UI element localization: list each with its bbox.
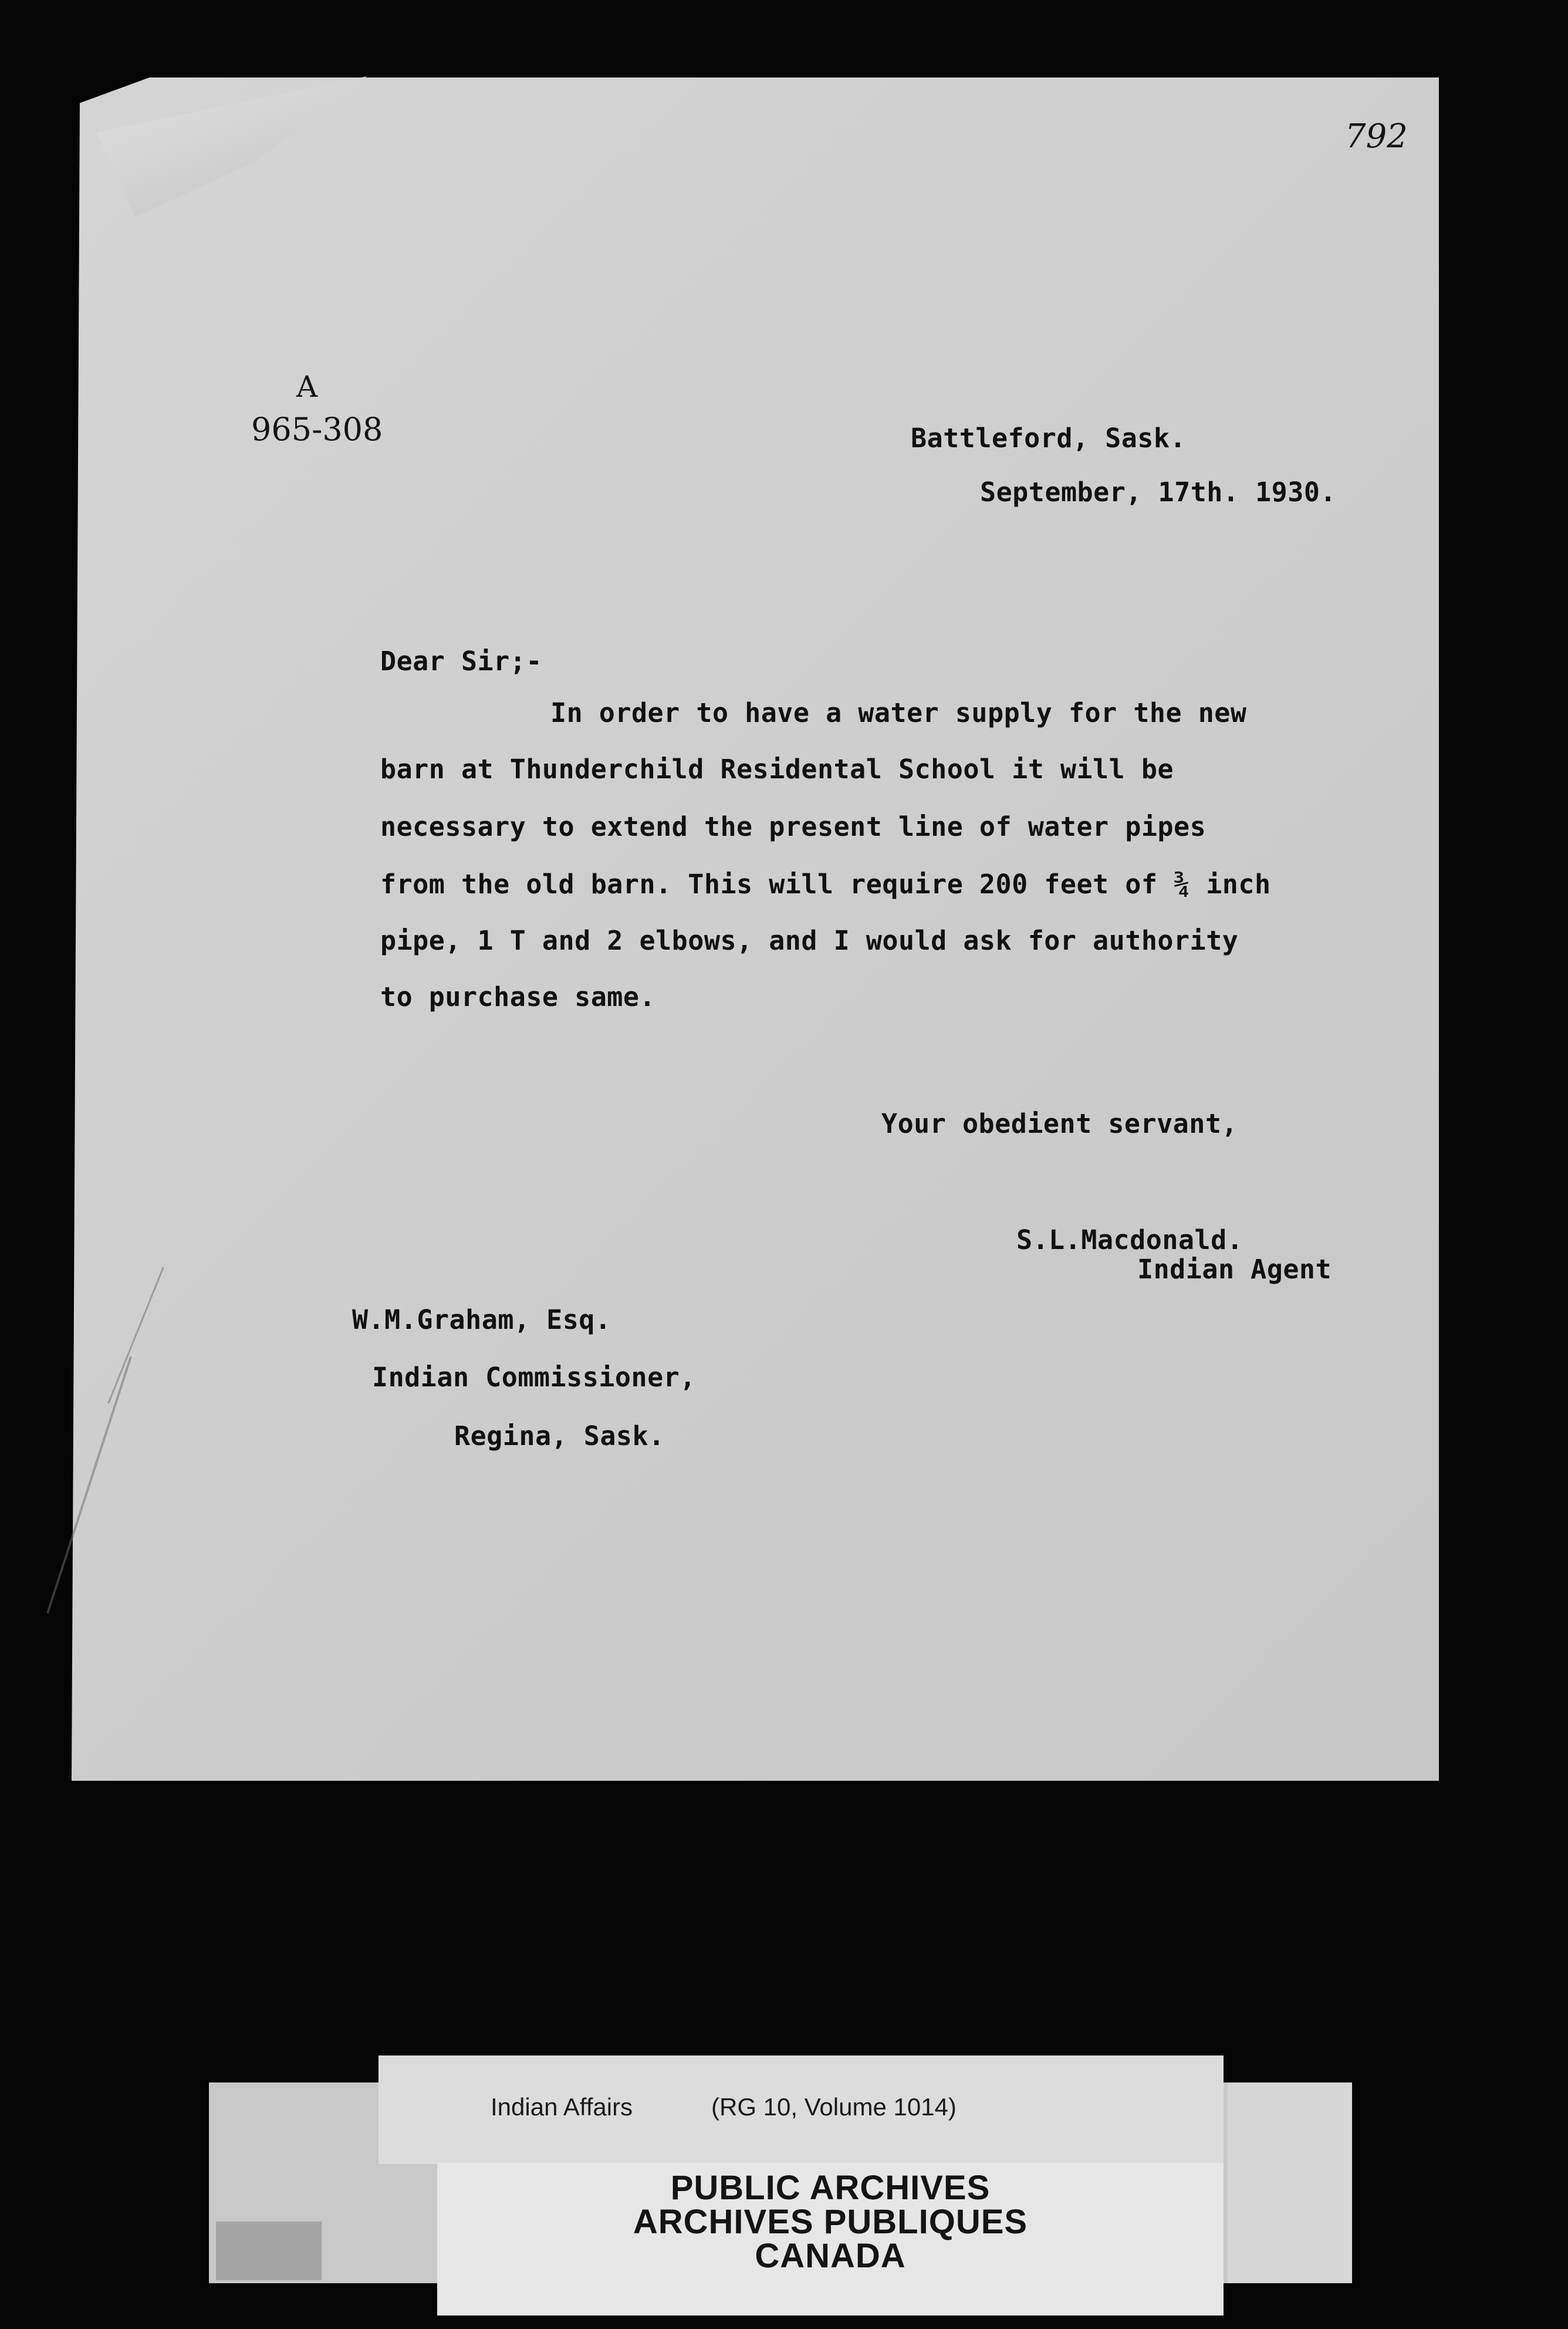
archive-line-3: CANADA <box>755 2237 906 2275</box>
body-line: to purchase same. <box>380 981 656 1012</box>
page-number: 792 <box>1345 117 1408 156</box>
archive-label-tab <box>1228 2082 1352 2283</box>
recipient-title: Indian Commissioner, <box>372 1362 696 1393</box>
file-ref-mark: A <box>296 370 318 404</box>
body-line: necessary to extend the present line of water pipes <box>380 811 1207 842</box>
body-line: In order to have a water supply for the new <box>550 697 1247 728</box>
collection-reference: (RG 10, Volume 1014) <box>711 2093 957 2121</box>
file-number: 965-308 <box>251 411 383 448</box>
body-line: from the old barn. This will require 200 feet of ¾ inch <box>380 869 1271 900</box>
signature-name: S.L.Macdonald. <box>1016 1224 1243 1255</box>
archive-line-2: ARCHIVES PUBLIQUES <box>633 2203 1028 2241</box>
archive-line-1: PUBLIC ARCHIVES <box>670 2169 991 2207</box>
recipient-place: Regina, Sask. <box>454 1420 665 1452</box>
signature-title: Indian Agent <box>1137 1254 1332 1285</box>
salutation: Dear Sir;- <box>380 646 542 677</box>
archive-label-tab <box>216 2222 322 2280</box>
body-line: barn at Thunderchild Residental School it will be <box>380 754 1174 785</box>
body-line: pipe, 1 T and 2 elbows, and I would ask for authority <box>380 925 1239 956</box>
sender-place: Battleford, Sask. <box>911 423 1187 454</box>
closing: Your obedient servant, <box>881 1108 1238 1139</box>
letter-date: September, 17th. 1930. <box>980 477 1337 508</box>
recipient-name: W.M.Graham, Esq. <box>352 1304 611 1335</box>
collection-name: Indian Affairs <box>491 2093 633 2121</box>
